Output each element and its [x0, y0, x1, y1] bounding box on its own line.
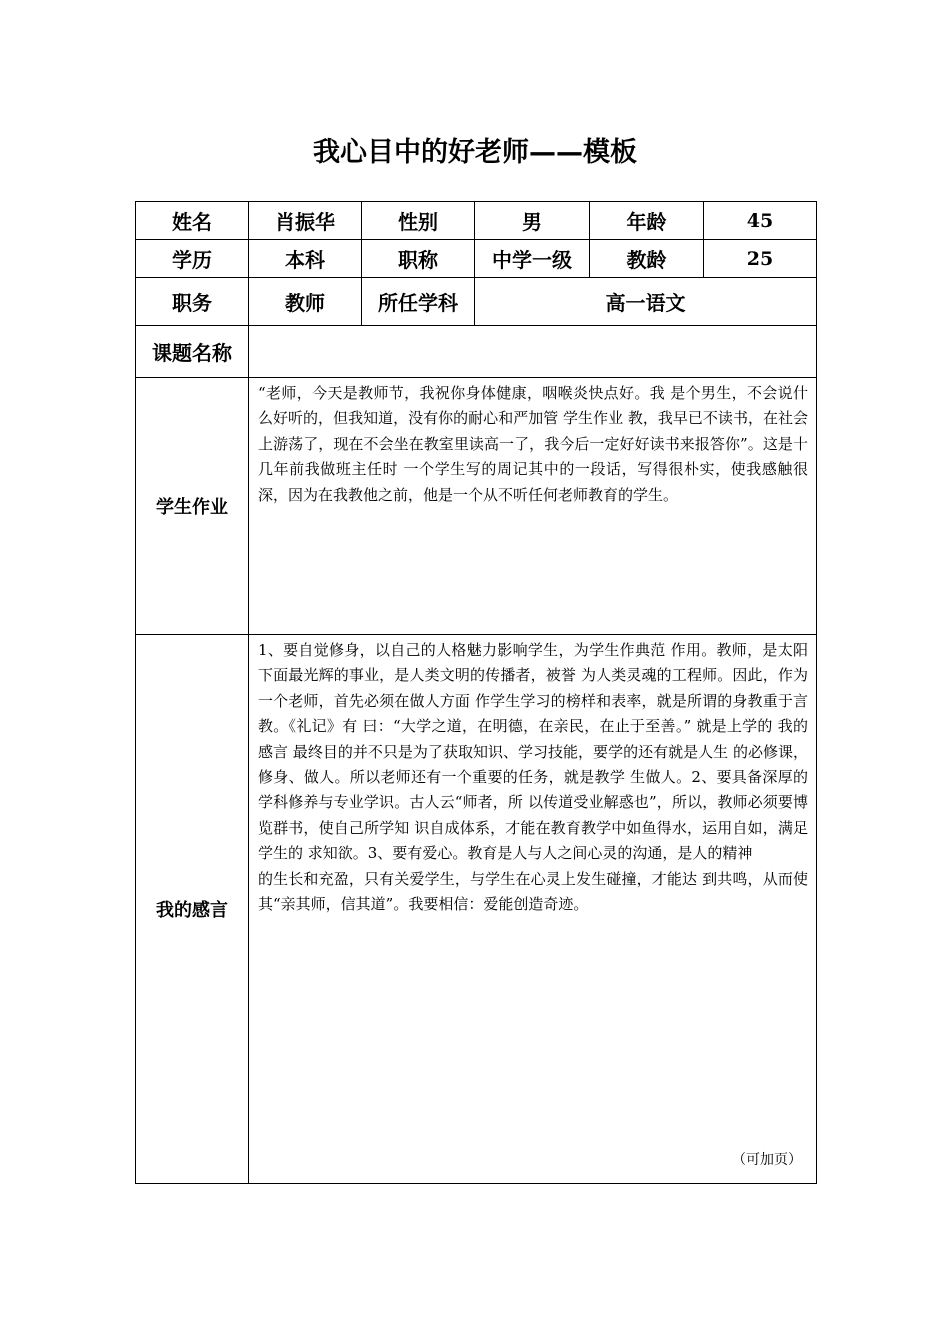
subject-label: 所任学科: [362, 278, 475, 326]
subject-value: 高一语文: [475, 278, 817, 326]
gender-value: 男: [475, 202, 590, 240]
education-label: 学历: [136, 240, 249, 278]
table-row: [136, 240, 817, 278]
table-row: [136, 202, 817, 240]
table-row: [136, 326, 817, 378]
teaching-years-value: 25: [704, 240, 817, 278]
gender-label: 性别: [362, 202, 475, 240]
name-value: 肖振华: [249, 202, 362, 240]
age-label: 年龄: [590, 202, 704, 240]
teaching-years-label: 教龄: [590, 240, 704, 278]
homework-text-cell: [249, 378, 817, 635]
feelings-text-cell: [249, 635, 817, 1184]
homework-label: 学生作业: [136, 378, 249, 635]
table-row: [136, 635, 817, 1184]
education-value: 本科: [249, 240, 362, 278]
teacher-info-table: [135, 201, 817, 1184]
age-value: 45: [704, 202, 817, 240]
topic-label: 课题名称: [136, 326, 249, 378]
professional-title-label: 职称: [362, 240, 475, 278]
table-row: [136, 378, 817, 635]
professional-title-value: 中学一级: [475, 240, 590, 278]
homework-text: “老师，今天是教师节，我祝你身体健康，咽喉炎快点好。我 是个男生，不会说什么好听的，但我知道，没有你的耐心和严加管 学生作业 教，我早已不读书，在社会上游荡了，现在不会坐在教室里读高一了，我今后一定好好读书来报答你”。这是十几年前我做班主任时 一个学生写的周记其中的一段话，写得很朴实，使我感触很深，因为在我教他之前，他是一个从不听任何老师教育的学生。: [258, 384, 808, 504]
topic-value: [249, 326, 817, 378]
name-label: 姓名: [136, 202, 249, 240]
add-page-note: （可加页）: [732, 1151, 802, 1168]
table-row: [136, 278, 817, 326]
feelings-text-part1: 1、要自觉修身，以自己的人格魅力影响学生，为学生作典范 作用。教师，是太阳下面最光辉的事业，是人类文明的传播者，被誉 为人类灵魂的工程师。因此，作为一个老师，首先必须在做人方面 作学生学习的榜样和表率，就是所谓的身教重于言教。《礼记》有 曰：“大学之道，在明德，在亲民，在止于至善。” 就是上学的 我的感言 最终目的并不只是为了获取知识、学习技能，要学的还有就是人生 的必修课，修身、做人。所以老师还有一个重要的任务，就是教学 生做人。2、要具备深厚的学科修养与专业学识。古人云“师者，所 以传道受业解惑也”，所以，教师必须要博览群书，使自己所学知 识自成体系，才能在教育教学中如鱼得水，运用自如，满足学生的 求知欲。3、要有爱心。教育是人与人之间心灵的沟通，是人的精神: [258, 641, 808, 863]
position-value: 教师: [249, 278, 362, 326]
feelings-text-part2: 的生长和充盈，只有关爱学生，与学生在心灵上发生碰撞，才能达 到共鸣，从而使其“亲其师，信其道”。我要相信：爱能创造奇迹。: [258, 869, 808, 914]
position-label: 职务: [136, 278, 249, 326]
feelings-label: 我的感言: [136, 635, 249, 1184]
page-title: 我心目中的好老师——模板: [313, 137, 637, 168]
